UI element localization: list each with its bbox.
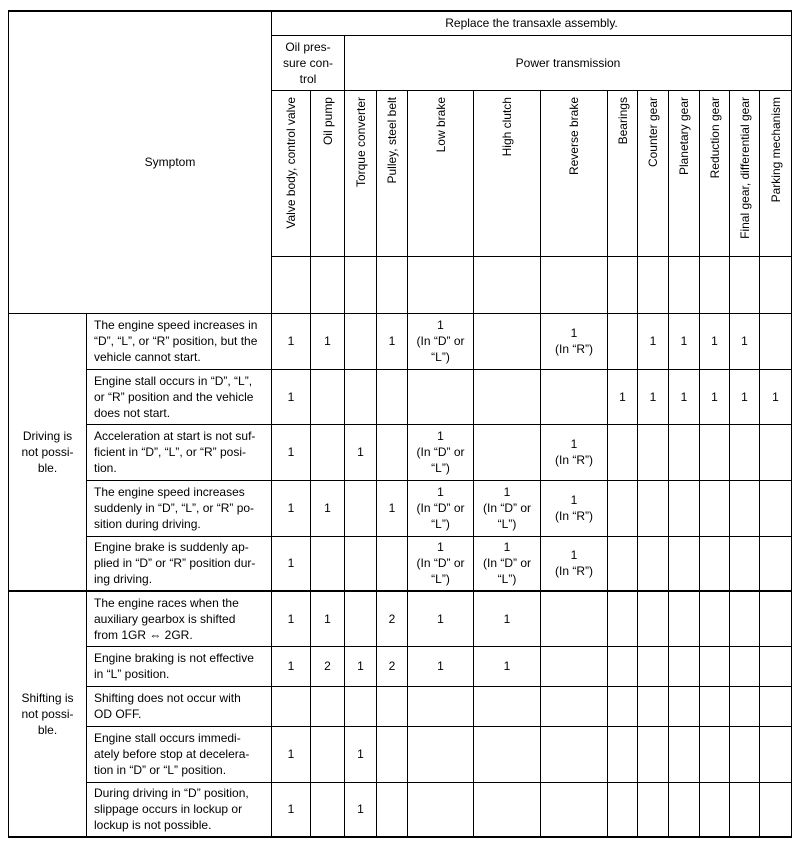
column-header-label: Planetary gear [677, 96, 691, 175]
value-cell [700, 424, 730, 480]
column-header-label: Parking mechanism [768, 96, 783, 202]
value-cell [760, 782, 792, 837]
value-cell [700, 480, 730, 536]
value-cell [638, 313, 669, 369]
symptom-cell [87, 480, 272, 536]
symptom-cell [87, 313, 272, 369]
value-line: 1 [772, 389, 779, 404]
value-cell [541, 591, 608, 646]
value-cell [760, 480, 792, 536]
value-cell [311, 369, 345, 424]
symptom-line: or “R” position and the vehicle [94, 389, 254, 404]
value-cell [541, 726, 608, 782]
value-line: 1 [287, 802, 295, 817]
value-cell [669, 369, 700, 424]
value-cell [377, 536, 408, 591]
header-spacer-cell [345, 256, 377, 313]
value-line: 1 [570, 493, 578, 507]
value-cell [638, 686, 669, 726]
value-cell [345, 480, 377, 536]
value-line: 1 [437, 429, 444, 443]
value-cell [760, 726, 792, 782]
value-cell [311, 726, 345, 782]
value-line: 1 [324, 501, 331, 515]
value-cell [760, 591, 792, 646]
value-cell [700, 686, 730, 726]
value-line: 1 [619, 389, 626, 404]
value-cell [345, 782, 377, 837]
symptom-line: from 1GR ⇔ 2GR. [94, 627, 193, 642]
header-spacer-cell [730, 256, 760, 313]
symptom-line: Engine stall occurs immedi- [94, 731, 241, 745]
value-line: 1 [680, 389, 688, 404]
value-line: 1 [437, 318, 444, 332]
symptom-line: “D”, “L”, or “R” position, but the [94, 334, 258, 348]
column-header [272, 90, 311, 256]
symptom-cell [87, 536, 272, 591]
value-cell [272, 313, 311, 369]
symptom-line: During driving in “D” position, [94, 786, 249, 801]
value-cell [730, 782, 760, 837]
value-cell [377, 369, 408, 424]
value-cell [474, 313, 541, 369]
value-cell [474, 536, 541, 591]
value-cell [638, 591, 669, 646]
table-row [9, 424, 792, 480]
value-cell [408, 313, 474, 369]
column-header [700, 90, 730, 256]
value-cell [272, 480, 311, 536]
main-group-label: Replace the transaxle assembly. [445, 16, 618, 31]
header-spacer-cell [474, 256, 541, 313]
column-header [311, 90, 345, 256]
value-line: “L”) [431, 350, 450, 364]
symptom-cell [87, 782, 272, 837]
value-line: (In “R”) [555, 453, 593, 467]
value-cell [730, 726, 760, 782]
symptom-line: auxiliary gearbox is shifted [94, 611, 236, 626]
value-cell [377, 424, 408, 480]
value-cell [474, 480, 541, 536]
value-cell [608, 686, 638, 726]
column-header [345, 90, 377, 256]
category-line: Shifting is [21, 691, 74, 705]
value-cell [408, 369, 474, 424]
value-cell [608, 536, 638, 591]
column-header [408, 90, 474, 256]
value-line: 1 [388, 501, 396, 515]
value-cell [377, 480, 408, 536]
symptom-line: does not start. [94, 405, 171, 420]
column-header [638, 90, 669, 256]
value-line: 1 [570, 326, 578, 340]
value-cell [669, 591, 700, 646]
value-cell [638, 480, 669, 536]
column-header-label: Reverse brake [567, 96, 581, 175]
header-spacer-cell [669, 256, 700, 313]
value-cell [377, 646, 408, 686]
oil-pressure-group-header [272, 35, 345, 90]
oil-pressure-line: Oil pres- [285, 39, 331, 54]
value-line: 1 [570, 437, 578, 451]
value-line: (In “R”) [555, 342, 593, 356]
value-cell [408, 480, 474, 536]
value-line: (In “R”) [555, 564, 593, 579]
value-line: (In “D” or [416, 501, 465, 515]
symptom-line: ficient in “D”, “L”, or “R” posi- [94, 445, 247, 459]
diagnosis-table [8, 10, 792, 838]
value-cell [700, 369, 730, 424]
value-cell [700, 536, 730, 591]
header-spacer-cell [272, 256, 311, 313]
value-line: 1 [357, 802, 364, 817]
value-cell [345, 536, 377, 591]
value-cell [638, 536, 669, 591]
header-spacer-cell [408, 256, 474, 313]
value-cell [272, 424, 311, 480]
value-cell [345, 726, 377, 782]
column-header [760, 90, 792, 256]
value-line: 1 [649, 389, 657, 404]
value-cell [541, 536, 608, 591]
value-cell [760, 369, 792, 424]
value-cell [541, 782, 608, 837]
value-line: 1 [649, 334, 657, 348]
power-transmission-group-header [345, 35, 792, 90]
value-cell [608, 782, 638, 837]
value-cell [541, 313, 608, 369]
value-line: 1 [680, 334, 688, 348]
symptom-line: The engine races when the [94, 595, 239, 610]
header-spacer-cell [760, 256, 792, 313]
value-line: 2 [324, 659, 331, 673]
value-cell [345, 313, 377, 369]
value-line: 1 [287, 501, 295, 515]
value-cell [608, 646, 638, 686]
value-line: 1 [287, 389, 295, 404]
value-cell [474, 369, 541, 424]
value-line: “L”) [431, 517, 450, 531]
value-cell [474, 782, 541, 837]
value-cell [730, 369, 760, 424]
table-row [9, 536, 792, 591]
value-cell [345, 369, 377, 424]
value-cell [272, 536, 311, 591]
symptom-line: The engine speed increases [94, 485, 245, 499]
value-cell [408, 726, 474, 782]
value-line: 1 [324, 334, 331, 348]
value-cell [311, 686, 345, 726]
value-cell [541, 480, 608, 536]
symptom-line: in “L” position. [94, 667, 170, 681]
table-row [9, 686, 792, 726]
value-cell [541, 646, 608, 686]
value-cell [311, 646, 345, 686]
symptom-line: The engine speed increases in [94, 318, 258, 332]
value-cell [345, 591, 377, 646]
symptom-cell [87, 646, 272, 686]
value-cell [638, 782, 669, 837]
value-cell [669, 536, 700, 591]
value-line: 1 [357, 747, 364, 761]
value-line: 1 [711, 334, 718, 348]
value-cell [272, 782, 311, 837]
category-cell-shifting [9, 591, 87, 837]
value-cell [730, 313, 760, 369]
column-header [730, 90, 760, 256]
value-line: 1 [437, 659, 444, 673]
value-line: 1 [357, 445, 364, 459]
value-line: (In “D” or [416, 556, 465, 571]
column-header-label: High clutch [500, 96, 514, 156]
value-cell [408, 536, 474, 591]
value-line: 1 [437, 540, 444, 555]
category-cell-driving [9, 313, 87, 591]
value-cell [669, 726, 700, 782]
column-header [608, 90, 638, 256]
header-spacer-cell [700, 256, 730, 313]
value-line: 1 [287, 556, 295, 571]
main-group-header [272, 11, 792, 35]
symptom-line: vehicle cannot start. [94, 350, 201, 364]
value-cell [272, 726, 311, 782]
value-cell [474, 424, 541, 480]
table-row [9, 726, 792, 782]
symptom-line: ately before stop at decelera- [94, 747, 250, 761]
column-header-label: Reduction gear [707, 96, 722, 178]
column-header-label: Bearings [615, 96, 630, 144]
value-cell [474, 591, 541, 646]
value-cell [638, 726, 669, 782]
value-line: 1 [503, 659, 511, 673]
value-line: 2 [388, 659, 396, 673]
category-line: ble. [37, 723, 58, 737]
symptom-line: Engine braking is not effective [94, 651, 254, 665]
value-line: 1 [570, 548, 578, 563]
value-line: 1 [503, 540, 511, 555]
value-cell [730, 686, 760, 726]
value-cell [760, 646, 792, 686]
column-header-label: Pulley, steel belt [385, 96, 399, 183]
value-line: “L”) [431, 572, 450, 587]
symptom-line: suddenly in “D”, “L”, or “R” po- [94, 501, 255, 515]
symptom-cell [87, 369, 272, 424]
value-cell [377, 686, 408, 726]
header-spacer-cell [638, 256, 669, 313]
value-line: 1 [503, 611, 511, 626]
value-line: “L”) [431, 461, 450, 475]
value-cell [408, 782, 474, 837]
value-line: 1 [287, 611, 295, 626]
value-cell [377, 591, 408, 646]
value-cell [669, 313, 700, 369]
value-cell [760, 536, 792, 591]
category-line: ble. [37, 460, 58, 475]
header-spacer-cell [608, 256, 638, 313]
column-header [377, 90, 408, 256]
value-cell [408, 424, 474, 480]
symptom-cell [87, 424, 272, 480]
value-line: 1 [287, 334, 295, 348]
table-row [9, 591, 792, 646]
value-cell [311, 424, 345, 480]
symptom-header [9, 11, 272, 313]
symptom-line: Engine stall occurs in “D”, “L”, [94, 373, 253, 388]
value-line: (In “D” or [416, 334, 465, 348]
value-cell [311, 591, 345, 646]
value-line: “L”) [497, 572, 517, 587]
column-header-label: Valve body, control valve [284, 96, 298, 229]
table-row [9, 646, 792, 686]
value-cell [730, 424, 760, 480]
value-cell [474, 646, 541, 686]
value-cell [311, 480, 345, 536]
value-cell [760, 686, 792, 726]
value-cell [408, 686, 474, 726]
column-header [669, 90, 700, 256]
value-cell [700, 646, 730, 686]
value-cell [345, 424, 377, 480]
symptom-label: Symptom [144, 155, 196, 170]
value-line: 2 [388, 611, 396, 626]
value-cell [311, 782, 345, 837]
value-line: 1 [287, 747, 295, 761]
value-cell [730, 480, 760, 536]
value-cell [377, 313, 408, 369]
value-cell [638, 424, 669, 480]
oil-pressure-line: trol [299, 71, 317, 86]
table-row [9, 369, 792, 424]
value-line: 1 [324, 611, 331, 626]
symptom-line: OD OFF. [94, 707, 142, 721]
value-cell [700, 726, 730, 782]
value-cell [311, 313, 345, 369]
value-cell [638, 646, 669, 686]
value-cell [608, 726, 638, 782]
value-cell [608, 313, 638, 369]
symptom-line: ing driving. [94, 572, 153, 587]
symptom-line: slippage occurs in lockup or [94, 802, 243, 817]
power-transmission-label: Power transmission [515, 55, 621, 70]
category-line: Driving is [22, 428, 73, 443]
symptom-line: lockup is not possible. [94, 818, 212, 833]
value-cell [669, 646, 700, 686]
symptom-line: Shifting does not occur with [94, 691, 241, 705]
value-cell [541, 369, 608, 424]
value-line: 1 [388, 334, 396, 348]
value-line: 1 [437, 485, 444, 499]
table-row [9, 782, 792, 837]
value-cell [345, 646, 377, 686]
value-line: (In “R”) [555, 509, 593, 523]
value-cell [541, 686, 608, 726]
value-cell [474, 686, 541, 726]
value-cell [669, 782, 700, 837]
value-cell [272, 591, 311, 646]
symptom-cell [87, 726, 272, 782]
value-cell [541, 424, 608, 480]
value-line: (In “D” or [483, 501, 531, 515]
value-line: (In “D” or [483, 556, 531, 571]
symptom-cell [87, 686, 272, 726]
column-header-label: Final gear, differential gear [737, 96, 752, 239]
value-cell [408, 646, 474, 686]
value-cell [377, 726, 408, 782]
value-line: (In “D” or [416, 445, 465, 459]
category-line: not possi- [21, 444, 74, 459]
table-row [9, 313, 792, 369]
value-cell [730, 646, 760, 686]
symptom-line: tion. [94, 461, 117, 475]
value-cell [311, 536, 345, 591]
header-spacer-cell [541, 256, 608, 313]
value-cell [608, 424, 638, 480]
value-cell [474, 726, 541, 782]
header-spacer-cell [377, 256, 408, 313]
value-line: 1 [741, 389, 748, 404]
symptom-line: sition during driving. [94, 517, 201, 531]
value-cell [669, 424, 700, 480]
value-cell [700, 591, 730, 646]
column-header-label: Torque converter [353, 96, 368, 187]
category-line: not possi- [21, 707, 74, 721]
value-cell [608, 480, 638, 536]
value-cell [730, 591, 760, 646]
symptom-line: tion in “D” or “L” position. [94, 763, 227, 777]
value-line: 1 [287, 445, 295, 459]
value-cell [760, 313, 792, 369]
column-header-label: Counter gear [646, 96, 660, 167]
column-header-label: Oil pump [320, 96, 335, 145]
value-cell [638, 369, 669, 424]
symptom-line: Acceleration at start is not suf- [94, 429, 256, 443]
column-header-label: Low brake [433, 96, 448, 152]
symptom-cell [87, 591, 272, 646]
header-spacer-cell [311, 256, 345, 313]
value-line: “L”) [497, 517, 517, 531]
symptom-line: Engine brake is suddenly ap- [94, 540, 249, 555]
value-cell [272, 369, 311, 424]
value-line: 1 [741, 334, 748, 348]
table-row [9, 480, 792, 536]
value-cell [669, 480, 700, 536]
value-cell [730, 536, 760, 591]
value-cell [608, 591, 638, 646]
value-cell [700, 313, 730, 369]
symptom-line: plied in “D” or “R” position dur- [94, 556, 256, 571]
value-cell [760, 424, 792, 480]
value-line: 1 [711, 389, 718, 404]
value-line: 1 [503, 485, 511, 499]
value-line: 1 [437, 611, 444, 626]
value-cell [345, 686, 377, 726]
value-cell [272, 646, 311, 686]
value-cell [377, 782, 408, 837]
value-cell [700, 782, 730, 837]
column-header [474, 90, 541, 256]
value-line: 1 [357, 659, 364, 673]
value-cell [608, 369, 638, 424]
oil-pressure-line: sure con- [282, 55, 334, 70]
column-header [541, 90, 608, 256]
value-line: 1 [287, 659, 295, 673]
value-cell [272, 686, 311, 726]
value-cell [408, 591, 474, 646]
value-cell [669, 686, 700, 726]
